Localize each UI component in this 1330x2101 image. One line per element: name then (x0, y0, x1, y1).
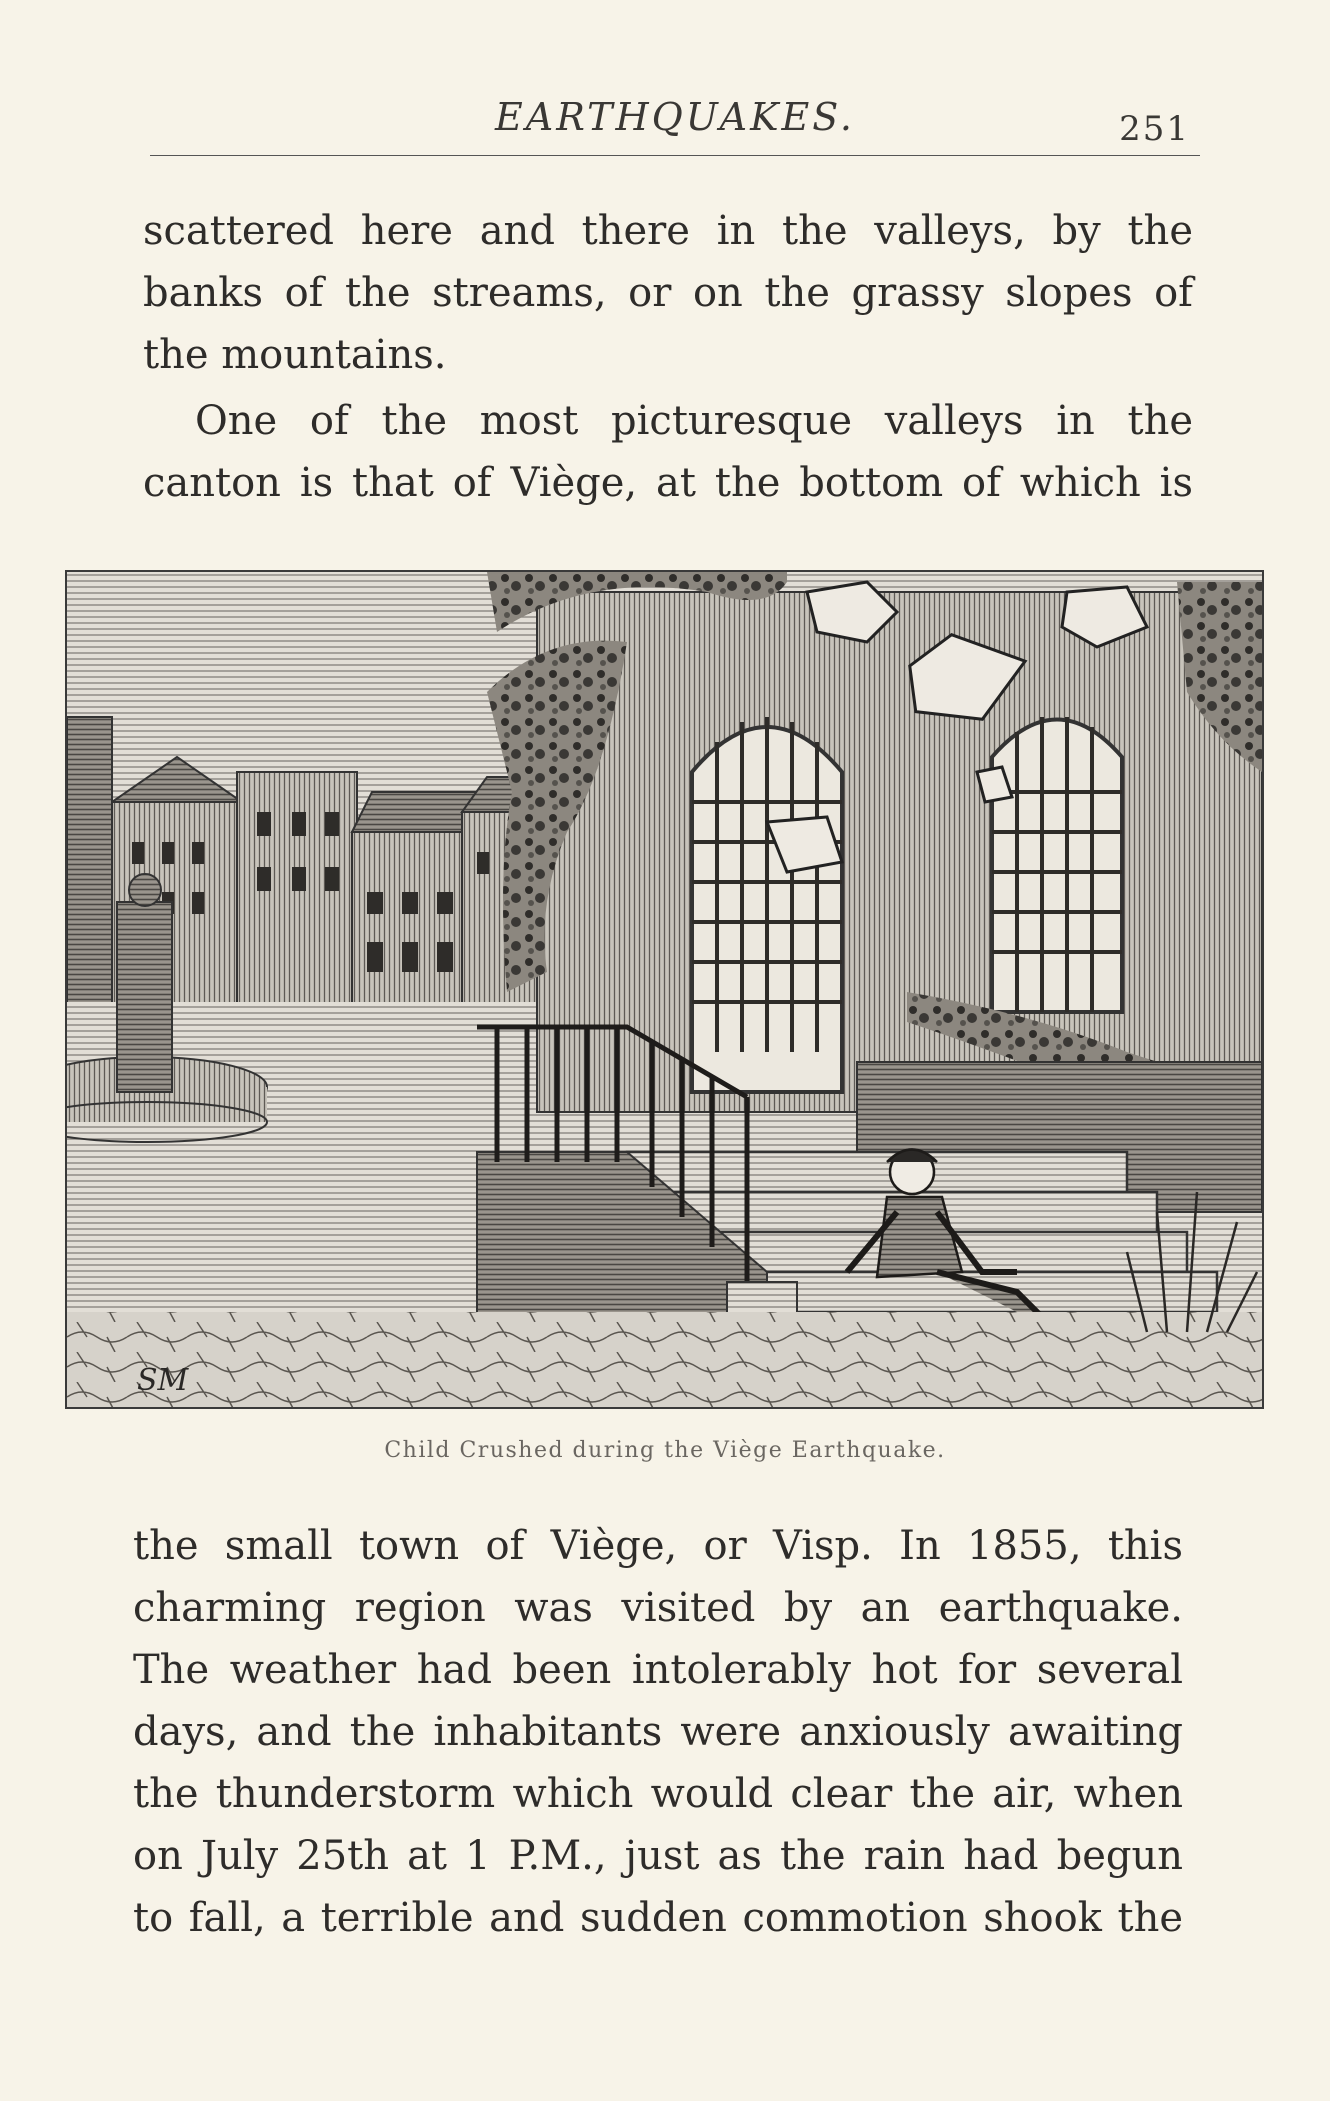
text-line: charming region was visited by an earthquake. (133, 1585, 1183, 1631)
text-line: One of the most picturesque valleys in the (195, 398, 1193, 444)
text-line: banks of the streams, or on the grassy slopes of (143, 270, 1193, 316)
text-line: to fall, a terrible and sudden commotion shook the (133, 1895, 1183, 1941)
artist-signature: SM (137, 1363, 189, 1398)
paragraph-viege-intro (143, 390, 1193, 514)
engraving-scene (67, 572, 1262, 1407)
text-line: days, and the inhabitants were anxiously awaiting (133, 1709, 1183, 1755)
text-line: scattered here and there in the valleys, by the (143, 208, 1193, 254)
text-line: canton is that of Viège, at the bottom of which is (143, 460, 1193, 506)
text-line: on July 25th at 1 P.M., just as the rain had begun (133, 1833, 1183, 1879)
text-line: the small town of Viège, or Visp. In 1855, this (133, 1523, 1183, 1569)
running-title: EARTHQUAKES. (495, 95, 855, 139)
figure-caption: Child Crushed during the Viège Earthquake. (384, 1438, 946, 1463)
text-line: the thunderstorm which would clear the air, when (133, 1771, 1183, 1817)
engraving-illustration (65, 570, 1264, 1409)
paragraph-continued (143, 200, 1193, 386)
page-number: 251 (1119, 109, 1190, 149)
running-head (150, 95, 1200, 156)
text-line: the mountains. (143, 332, 447, 378)
text-line: The weather had been intolerably hot for several (133, 1647, 1183, 1693)
paragraph-earthquake-1855 (133, 1515, 1183, 1949)
